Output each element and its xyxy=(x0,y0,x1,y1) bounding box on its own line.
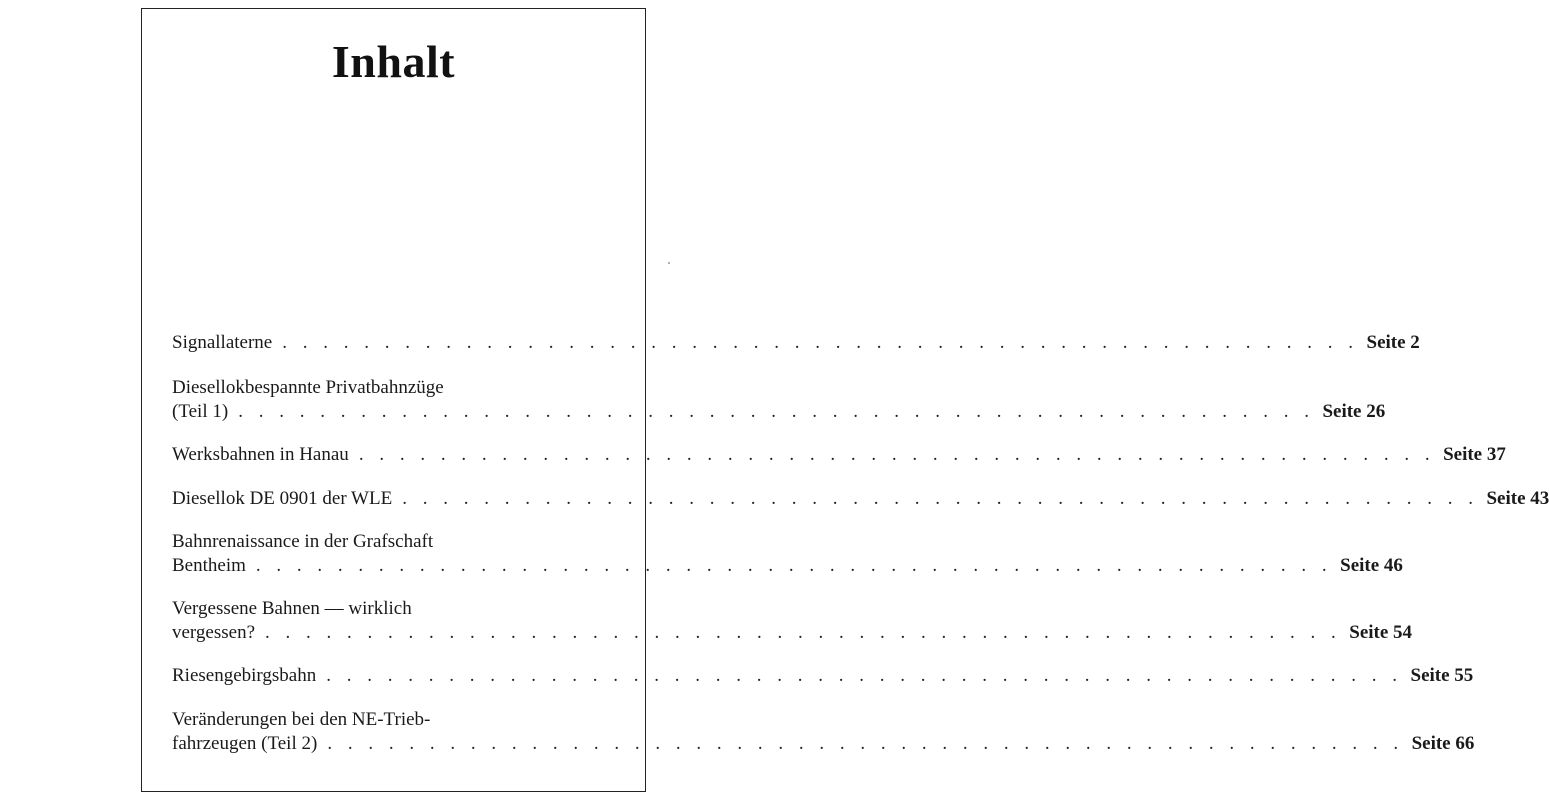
toc-entry-line xyxy=(172,554,1403,578)
toc-entry-line xyxy=(172,443,1506,467)
toc-entry-title: Werksbahnen in Hanau xyxy=(172,444,349,465)
toc-entry xyxy=(172,530,1403,578)
dot-leader: . . . . . . . . . . . . . . . . . . . . . . . . . . . . . . . . . . . . . . . . . . . . . . . . . . . . . xyxy=(326,665,1403,686)
toc-entry-page: Seite 55 xyxy=(1410,665,1474,686)
toc-entry-page: Seite 37 xyxy=(1443,444,1506,465)
toc-entry xyxy=(172,331,1420,355)
toc-entry-line xyxy=(172,530,617,554)
dot-leader: . . . . . . . . . . . . . . . . . . . . . . . . . . . . . . . . . . . . . . . . . . . . . . . . . . . . . xyxy=(358,444,1436,465)
toc-entry-line xyxy=(172,376,617,400)
toc-entry-line xyxy=(172,597,617,621)
toc-entry xyxy=(172,708,1475,756)
toc-entry-title: Bahnrenaissance in der Grafschaft xyxy=(172,531,434,552)
page-frame xyxy=(141,8,1549,792)
toc-entry-title-continued: Bentheim xyxy=(172,555,246,576)
toc-entry-page: Seite 66 xyxy=(1411,733,1475,754)
toc-entry-title: Diesellokbespannte Privatbahnzüge xyxy=(172,377,444,398)
toc-entry xyxy=(172,376,1386,424)
toc-entry-line xyxy=(172,487,1549,511)
toc-entry-line xyxy=(172,732,1475,756)
toc-entry-title: Veränderungen bei den NE-Trieb- xyxy=(172,709,431,730)
page-title: Inhalt xyxy=(331,36,456,87)
toc-entry-page: Seite 43 xyxy=(1486,488,1549,509)
toc-entry-title: Riesengebirgsbahn xyxy=(172,665,317,686)
toc-entry-line xyxy=(172,331,1420,355)
toc-entry xyxy=(172,443,1506,467)
toc-entry xyxy=(172,487,1549,511)
dot-leader: . . . . . . . . . . . . . . . . . . . . . . . . . . . . . . . . . . . . . . . . . . . . . . . . . . . . . xyxy=(282,332,1359,353)
toc-entry-title: Signallaterne xyxy=(172,332,273,353)
paper-speck xyxy=(668,262,670,264)
toc-entry-title-continued: fahrzeugen (Teil 2) xyxy=(172,733,318,754)
toc-entry-page: Seite 26 xyxy=(1322,401,1386,422)
toc-entry-title: Vergessene Bahnen — wirklich xyxy=(172,598,412,619)
dot-leader: . . . . . . . . . . . . . . . . . . . . . . . . . . . . . . . . . . . . . . . . . . . . . . . . . . . . . xyxy=(327,733,1404,754)
toc-entry-line xyxy=(172,664,1474,688)
toc-entry-page: Seite 46 xyxy=(1340,555,1403,576)
toc-entry-title-continued: (Teil 1) xyxy=(172,401,229,422)
toc-entry-line xyxy=(172,708,617,732)
toc-entry-title-continued: vergessen? xyxy=(172,622,256,643)
dot-leader: . . . . . . . . . . . . . . . . . . . . . . . . . . . . . . . . . . . . . . . . . . . . . . . . . . . . . xyxy=(402,488,1479,509)
toc-entry-line xyxy=(172,400,1386,424)
dot-leader: . . . . . . . . . . . . . . . . . . . . . . . . . . . . . . . . . . . . . . . . . . . . . . . . . . . . . xyxy=(238,401,1315,422)
dot-leader: . . . . . . . . . . . . . . . . . . . . . . . . . . . . . . . . . . . . . . . . . . . . . . . . . . . . . xyxy=(255,555,1333,576)
dot-leader: . . . . . . . . . . . . . . . . . . . . . . . . . . . . . . . . . . . . . . . . . . . . . . . . . . . . . xyxy=(265,622,1342,643)
toc-entry-page: Seite 2 xyxy=(1366,332,1420,353)
toc-entry-line xyxy=(172,621,1413,645)
toc-entry xyxy=(172,597,1413,645)
toc-entry xyxy=(172,664,1474,688)
toc-entry-page: Seite 54 xyxy=(1349,622,1413,643)
toc-entry-title: Diesellok DE 0901 der WLE xyxy=(172,488,393,509)
